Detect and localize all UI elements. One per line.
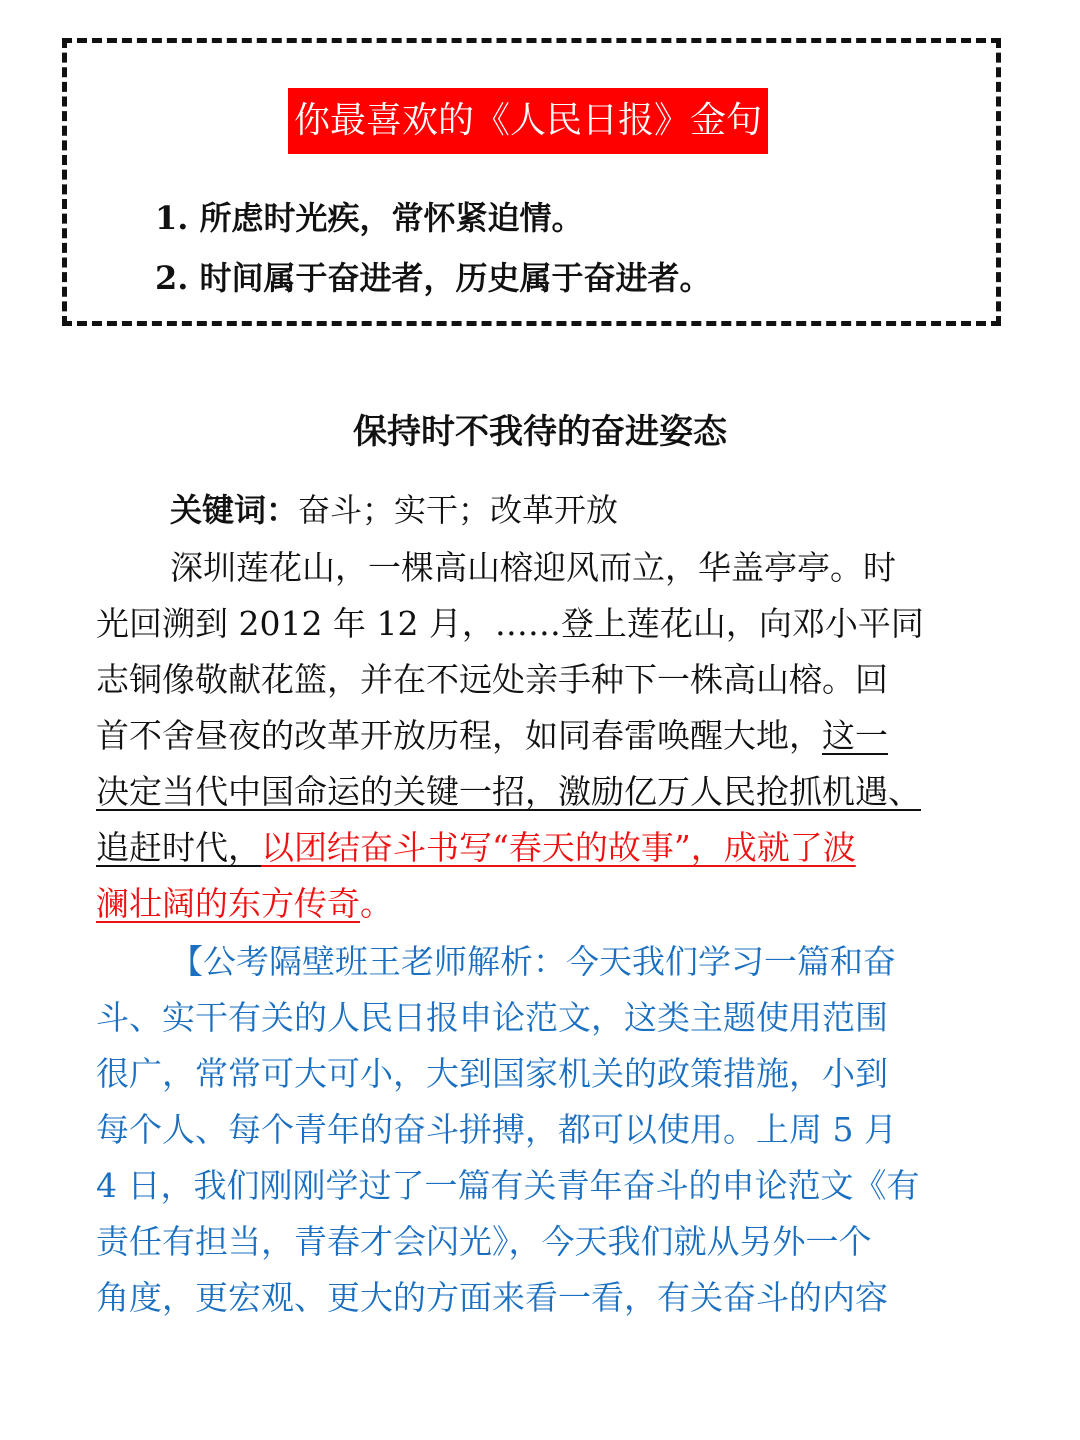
analysis-line: 角度，更宏观、更大的方面来看一看，有关奋斗的内容 bbox=[96, 1278, 888, 1317]
paragraph-line: 深圳莲花山，一棵高山榕迎风而立，华盖亭亭。时 bbox=[170, 548, 896, 587]
analysis-line: 很广，常常可大可小，大到国家机关的政策措施，小到 bbox=[96, 1054, 888, 1093]
highlight-text: 以团结奋斗书写“春天的故事”，成就了波 bbox=[261, 828, 856, 867]
quote-box-title: 你最喜欢的《人民日报》金句 bbox=[288, 88, 768, 154]
highlight-text: 澜壮阔的东方传奇 bbox=[96, 884, 360, 923]
highlight-punct: 。 bbox=[360, 884, 393, 923]
article-title: 保持时不我待的奋进姿态 bbox=[353, 412, 727, 452]
analysis-line: 责任有担当，青春才会闪光》，今天我们就从另外一个 bbox=[96, 1222, 872, 1261]
analysis-line: 每个人、每个青年的奋斗拼搏，都可以使用。上周 5 月 bbox=[96, 1110, 897, 1149]
paragraph-line: 光回溯到 2012 年 12 月，……登上莲花山，向邓小平同 bbox=[96, 604, 924, 643]
analysis-line: 【公考隔壁班王老师解析：今天我们学习一篇和奋 bbox=[170, 942, 896, 981]
underlined-text: 追赶时代， bbox=[96, 828, 261, 867]
paragraph-line: 志铜像敬献花篮，并在不远处亲手种下一株高山榕。回 bbox=[96, 660, 888, 699]
underlined-text: 这一 bbox=[822, 716, 888, 755]
keywords bbox=[170, 488, 618, 532]
keywords-label: 关键词： bbox=[170, 491, 299, 529]
underlined-line: 决定当代中国命运的关键一招，激励亿万人民抢抓机遇、 bbox=[96, 772, 921, 811]
paragraph-line bbox=[96, 876, 393, 932]
paragraph-line bbox=[96, 820, 856, 876]
analysis-line: 斗、实干有关的人民日报申论范文，这类主题使用范围 bbox=[96, 998, 888, 1037]
quote-item: 1. 所虑时光疾，常怀紧迫情。 bbox=[155, 199, 584, 237]
quote-item: 2. 时间属于奋进者，历史属于奋进者。 bbox=[155, 259, 712, 297]
paragraph-text: 首不舍昼夜的改革开放历程，如同春雷唤醒大地， bbox=[96, 716, 822, 755]
paragraph-line bbox=[96, 708, 888, 764]
keywords-value: 奋斗；实干；改革开放 bbox=[298, 491, 619, 529]
analysis-line: 4 日，我们刚刚学过了一篇有关青年奋斗的申论范文《有 bbox=[96, 1166, 920, 1205]
